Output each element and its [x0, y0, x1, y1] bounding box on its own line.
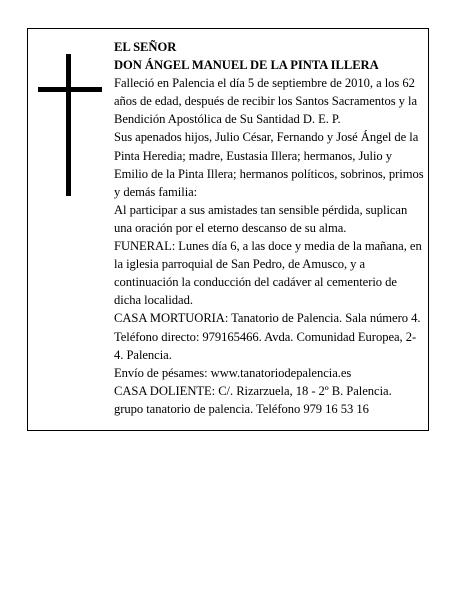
death-notice: Falleció en Palencia el día 5 de septiembre de 2010, a los 62 años de edad, después de recibir los Santos Sacramentos y la Bendición Apostólica de Su Santidad D. E. P.	[114, 76, 418, 127]
obituary-text	[114, 38, 424, 418]
condolences-info: Envío de pésames: www.tanatoriodepalencia.es	[114, 365, 352, 380]
cross-icon	[38, 54, 102, 196]
cross-horizontal-bar	[38, 87, 102, 92]
mortuary-house-info: CASA MORTUORIA: Tanatorio de Palencia. Sala número 4. Teléfono directo: 979165466. Avda. Comunidad Europea, 2-4. Palencia.	[114, 311, 421, 362]
footer-info: grupo tanatorio de palencia. Teléfono 979 16 53 16	[114, 401, 369, 416]
cross-vertical-bar	[66, 54, 71, 196]
deceased-name: DON ÁNGEL MANUEL DE LA PINTA ILLERA	[114, 58, 379, 73]
prayer-request: Al participar a sus amistades tan sensible pérdida, suplican una oración por el eterno descanso de su alma.	[114, 202, 408, 235]
title-line: EL SEÑOR	[114, 40, 177, 54]
mourning-house-info: CASA DOLIENTE: C/. Rizarzuela, 18 - 2º B. Palencia.	[114, 383, 392, 398]
funeral-info: FUNERAL: Lunes día 6, a las doce y media de la mañana, en la iglesia parroquial de San Pedro, de Amusco, y a continuación la conducción del cadáver al cementerio de dicha localidad.	[114, 239, 422, 308]
family-paragraph: Sus apenados hijos, Julio César, Fernando y José Ángel de la Pinta Heredia; madre, Eustasia Illera; hermanos, Julio y Emilio de la Pinta Illera; hermanos políticos, sobrinos, primos y demás familia:	[114, 130, 424, 199]
